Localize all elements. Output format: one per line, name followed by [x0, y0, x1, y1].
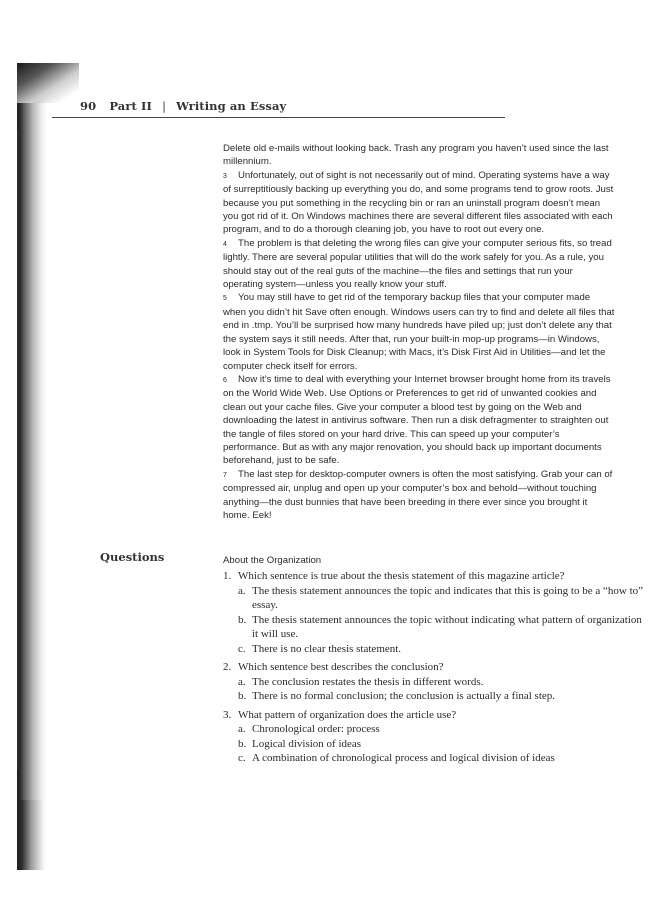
option [238, 584, 643, 613]
question-item [223, 708, 643, 766]
paragraph-number: 6 [223, 376, 227, 384]
paragraph-text: You may still have to get rid of the temporary backup files that your computer made when you didn’t hit Save often enough. Windows users can try to find and delete all files that end in .tmp. You’ll be surprised how many hundreds have piled up; just don’t delete any that the system says it still needs. After that, run your built-in mop-up programs—in Windows, look in System Tools for Disk Cleanup; with Macs, it’s Disk First Aid in Utilities—and let the computer check itself for errors. [223, 292, 615, 372]
question-text: Which sentence is true about the thesis statement of this magazine article? [238, 570, 565, 582]
option-text: The conclusion restates the thesis in different words. [252, 675, 484, 688]
chapter-title: Writing an Essay [176, 99, 287, 113]
paragraph-text: The last step for desktop-computer owners is often the most satisfying. Grab your can of compressed air, unplug and open up your computer’s box and behold—without touching anything—the dust bunnies that have been breeding in there ever since you brought it home. Eek! [223, 468, 613, 521]
option [238, 642, 643, 657]
paragraph [223, 169, 615, 237]
question-number: 2. [223, 661, 232, 673]
question-stem [223, 708, 643, 723]
option-letter: a. [238, 584, 246, 597]
paragraph-text: Unfortunately, out of sight is not necessarily out of mind. Operating systems have a way of surreptitiously backing up everything you do, and some programs tend to grow roots. Just because you put something in the recycling bin or ran an uninstall program doesn’t mean you got rid of it. On Windows machines there are several different files associated with each program, and to do a thorough cleaning job, you have to root out every one. [223, 169, 614, 236]
option-letter: a. [238, 675, 246, 688]
option-letter: c. [238, 752, 246, 764]
questions-section [223, 554, 643, 770]
option [238, 613, 643, 642]
questions-side-heading: Questions [100, 550, 165, 564]
option [238, 722, 643, 737]
part-label: Part II [109, 99, 152, 113]
paragraph-number: 5 [223, 295, 227, 303]
question-text: Which sentence best describes the conclusion? [238, 661, 444, 673]
paragraph-number: 7 [223, 471, 227, 479]
question-stem [223, 660, 643, 675]
option [238, 751, 643, 766]
question-number: 3. [223, 708, 232, 721]
question-number: 1. [223, 570, 232, 582]
scan-binding-shadow [17, 63, 47, 869]
paragraph-text: Now it’s time to deal with everything your Internet browser brought home from its travels on the World Wide Web. Use Options or Preferences to get rid of unwanted cookies and clean out your cache files. Give your computer a blood test by going on the Web and downloading the latest in antivirus software. Then run a disk defragmenter to straighten out the tangle of files stored on your hard drive. This can speed up your computer’s performance. But as with any major renovation, you should back up important documents beforehand, just to be safe. [223, 373, 611, 467]
question-stem [223, 569, 643, 584]
essay-body [223, 142, 615, 522]
question-item [223, 660, 643, 704]
paragraph-text: The problem is that deleting the wrong files can give your computer serious fits, so tread lightly. There are several popular utilities that will do the work safely for you. As a rule, you should stay out of the real guts of the machine—the files and settings that run your operating system—unless you really know your stuff. [223, 237, 612, 291]
option [238, 675, 643, 690]
question-item [223, 569, 643, 656]
option-text: There is no formal conclusion; the conclusion is actually a final step. [252, 690, 556, 702]
paragraph [223, 142, 615, 169]
header-rule [52, 117, 505, 118]
option-text: There is no clear thesis statement. [252, 642, 402, 655]
question-text: What pattern of organization does the article use? [238, 708, 457, 721]
paragraph-number: 4 [223, 240, 227, 248]
scan-binding-shadow-top [17, 63, 79, 103]
option-text: A combination of chronological process and logical division of ideas [252, 752, 555, 764]
paragraph-number: 3 [223, 172, 227, 180]
paragraph [223, 468, 615, 523]
scan-binding-shadow-bottom [17, 800, 45, 870]
option-text: Chronological order: process [252, 723, 380, 735]
paragraph-text: Delete old e-mails without looking back. Trash any program you haven’t used since the last millennium. [223, 143, 609, 168]
paragraph [223, 237, 615, 292]
option [238, 737, 643, 752]
options-list [238, 722, 643, 766]
header-separator: | [162, 99, 167, 113]
option-letter: c. [238, 642, 246, 655]
option-letter: b. [238, 737, 247, 750]
paragraph [223, 291, 615, 372]
section-title: About the Organization [223, 555, 322, 566]
option-text: The thesis statement announces the topic and indicates that this is going to be a “how to” essay. [252, 584, 644, 611]
page-number: 90 [80, 99, 97, 113]
running-head [80, 99, 286, 117]
option [238, 689, 643, 704]
option-letter: b. [238, 613, 247, 626]
option-text: Logical division of ideas [252, 737, 362, 750]
paragraph [223, 373, 615, 468]
options-list [238, 675, 643, 704]
option-letter: b. [238, 690, 247, 702]
scan-binding-edge [17, 130, 21, 770]
option-letter: a. [238, 723, 246, 735]
options-list [238, 584, 643, 657]
option-text: The thesis statement announces the topic without indicating what pattern of organization it will use. [252, 613, 642, 640]
